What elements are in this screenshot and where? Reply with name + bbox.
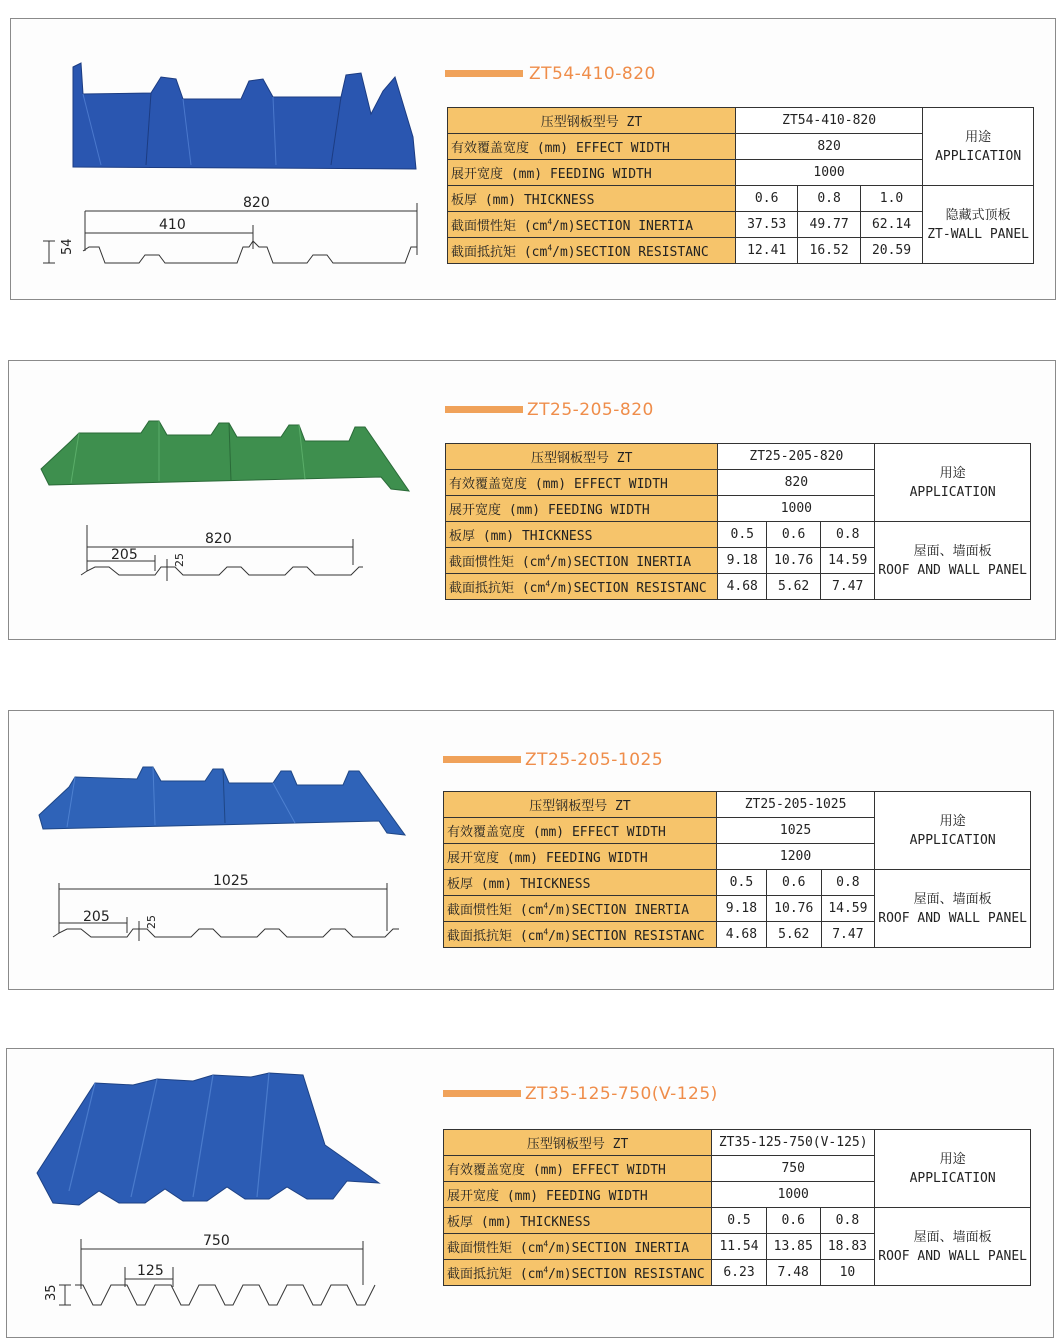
- section-inertia-label: 截面惯性矩 $(cm^4/m)SECTION$ INERTIA: [444, 1234, 712, 1260]
- panel-4-sheet-image: [37, 1073, 379, 1205]
- section-inertia-value: 62.14: [860, 212, 922, 238]
- model-label: 压型钢板型号 ZT: [444, 1130, 712, 1156]
- panel-4-title: ZT35-125-750(V-125): [525, 1084, 718, 1104]
- application-title-cn: 用途: [939, 1151, 966, 1167]
- thickness-value: 0.6: [735, 186, 797, 212]
- section-resistance-label: 截面抵抗矩 $(cm^4/m)SECTION$ RESISTANC: [444, 922, 717, 948]
- model-label: 压型钢板型号 ZT: [446, 444, 718, 470]
- feeding-width-label: 展开宽度 (mm) FEEDING WIDTH: [444, 844, 717, 870]
- thickness-label: 板厚 (mm) THICKNESS: [446, 522, 718, 548]
- product-panel-2: [8, 360, 1056, 640]
- thickness-label: 板厚 (mm) THICKNESS: [444, 870, 717, 896]
- thickness-value: 0.5: [712, 1208, 767, 1234]
- application-header: [875, 444, 1031, 522]
- model-value: ZT25-205-1025: [716, 792, 874, 818]
- panel-4-dim-half: 125: [137, 1263, 164, 1279]
- section-inertia-value: 11.54: [712, 1234, 767, 1260]
- section-inertia-value: 49.77: [798, 212, 860, 238]
- section-resistance-value: 5.62: [766, 922, 821, 948]
- panel-2-spec-table: [445, 443, 1031, 600]
- section-inertia-value: 9.18: [716, 896, 766, 922]
- panel-1-dim-height: 54: [60, 238, 75, 255]
- panel-1-sheet-image: [73, 63, 416, 169]
- section-inertia-value: 10.76: [767, 548, 821, 574]
- thickness-value: 0.8: [820, 1208, 875, 1234]
- panel-1-profile-drawing: [43, 203, 417, 263]
- section-resistance-value: 7.48: [766, 1260, 820, 1286]
- section-resistance-value: 4.68: [718, 574, 767, 600]
- effect-width-value: 1025: [716, 818, 874, 844]
- thickness-value: 0.5: [716, 870, 766, 896]
- application-title-en: APPLICATION: [935, 148, 1022, 164]
- model-value: ZT25-205-820: [718, 444, 875, 470]
- thickness-value: 0.6: [766, 1208, 820, 1234]
- application-title-en: APPLICATION: [909, 484, 996, 500]
- application-header: [875, 792, 1031, 870]
- panel-4-dim-total: 750: [203, 1233, 230, 1249]
- application-value: [875, 522, 1031, 600]
- thickness-value: 0.6: [767, 522, 821, 548]
- section-resistance-label: 截面抵抗矩 $(cm^4/m)SECTION$ RESISTANC: [448, 238, 736, 264]
- panel-3-illustration: [9, 711, 439, 991]
- effect-width-value: 750: [712, 1156, 875, 1182]
- panel-2-dim-total: 820: [205, 531, 232, 547]
- section-inertia-value: 14.59: [821, 896, 875, 922]
- application-title-en: APPLICATION: [909, 832, 996, 848]
- effect-width-value: 820: [735, 134, 922, 160]
- thickness-label: 板厚 (mm) THICKNESS: [448, 186, 736, 212]
- application-en: ZT-WALL PANEL: [927, 226, 1029, 242]
- model-label: 压型钢板型号 ZT: [444, 792, 717, 818]
- panel-3-dim-half: 205: [83, 909, 110, 925]
- application-cn: 屋面、墙面板: [913, 1229, 992, 1245]
- panel-3-title-bar: [443, 756, 521, 763]
- panel-2-illustration: [9, 361, 439, 641]
- model-value: ZT54-410-820: [735, 108, 922, 134]
- application-title-en: APPLICATION: [909, 1170, 996, 1186]
- effect-width-label: 有效覆盖宽度 (mm) EFFECT WIDTH: [446, 470, 718, 496]
- panel-4-title-bar: [443, 1090, 521, 1097]
- section-inertia-value: 9.18: [718, 548, 767, 574]
- feeding-width-value: 1000: [718, 496, 875, 522]
- panel-2-title: ZT25-205-820: [527, 400, 654, 420]
- product-panel-3: [8, 710, 1054, 990]
- application-en: ROOF AND WALL PANEL: [878, 910, 1027, 926]
- feeding-width-label: 展开宽度 (mm) FEEDING WIDTH: [446, 496, 718, 522]
- application-title-cn: 用途: [965, 129, 992, 145]
- product-panel-1: [10, 18, 1056, 300]
- panel-4-spec-table: [443, 1129, 1031, 1286]
- panel-1-illustration: [11, 19, 441, 301]
- application-header: [875, 1130, 1031, 1208]
- application-header: [923, 108, 1034, 186]
- panel-3-title: ZT25-205-1025: [525, 750, 664, 770]
- section-resistance-value: 20.59: [860, 238, 922, 264]
- model-value: ZT35-125-750(V-125): [712, 1130, 875, 1156]
- application-value: [923, 186, 1034, 264]
- section-inertia-label: 截面惯性矩 $(cm^4/m)SECTION$ INERTIA: [444, 896, 717, 922]
- thickness-value: 1.0: [860, 186, 922, 212]
- thickness-value: 0.8: [798, 186, 860, 212]
- panel-2-sheet-image: [41, 421, 409, 491]
- feeding-width-label: 展开宽度 (mm) FEEDING WIDTH: [444, 1182, 712, 1208]
- section-inertia-label: 截面惯性矩 $(cm^4/m)SECTION$ INERTIA: [448, 212, 736, 238]
- section-resistance-value: 16.52: [798, 238, 860, 264]
- effect-width-value: 820: [718, 470, 875, 496]
- section-resistance-label: 截面抵抗矩 $(cm^4/m)SECTION$ RESISTANC: [446, 574, 718, 600]
- feeding-width-value: 1000: [712, 1182, 875, 1208]
- effect-width-label: 有效覆盖宽度 (mm) EFFECT WIDTH: [448, 134, 736, 160]
- application-cn: 屋面、墙面板: [913, 891, 992, 907]
- application-cn: 隐藏式顶板: [945, 207, 1011, 223]
- application-value: [875, 870, 1031, 948]
- product-panel-4: [6, 1048, 1054, 1338]
- model-label: 压型钢板型号 ZT: [448, 108, 736, 134]
- panel-2-dim-half: 205: [111, 547, 138, 563]
- feeding-width-value: 1000: [735, 160, 922, 186]
- section-resistance-value: 7.47: [821, 922, 875, 948]
- panel-1-spec-table: [447, 107, 1034, 264]
- section-resistance-value: 12.41: [735, 238, 797, 264]
- panel-1-title-bar: [445, 70, 523, 77]
- feeding-width-label: 展开宽度 (mm) FEEDING WIDTH: [448, 160, 736, 186]
- section-resistance-value: 4.68: [716, 922, 766, 948]
- section-resistance-value: 10: [820, 1260, 875, 1286]
- section-resistance-value: 5.62: [767, 574, 821, 600]
- panel-4-illustration: [7, 1049, 437, 1339]
- thickness-label: 板厚 (mm) THICKNESS: [444, 1208, 712, 1234]
- panel-1-dim-total: 820: [243, 195, 270, 211]
- section-resistance-value: 7.47: [821, 574, 875, 600]
- feeding-width-value: 1200: [716, 844, 874, 870]
- application-title-cn: 用途: [939, 465, 966, 481]
- section-inertia-value: 18.83: [820, 1234, 875, 1260]
- application-value: [875, 1208, 1031, 1286]
- thickness-value: 0.8: [821, 870, 875, 896]
- thickness-value: 0.5: [718, 522, 767, 548]
- section-resistance-value: 6.23: [712, 1260, 767, 1286]
- section-inertia-value: 37.53: [735, 212, 797, 238]
- panel-4-dim-height: 35: [44, 1284, 59, 1301]
- section-resistance-label: 截面抵抗矩 $(cm^4/m)SECTION$ RESISTANC: [444, 1260, 712, 1286]
- thickness-value: 0.6: [766, 870, 821, 896]
- effect-width-label: 有效覆盖宽度 (mm) EFFECT WIDTH: [444, 818, 717, 844]
- section-inertia-label: 截面惯性矩 $(cm^4/m)SECTION$ INERTIA: [446, 548, 718, 574]
- panel-2-dim-height: 25: [173, 553, 186, 567]
- section-inertia-value: 10.76: [766, 896, 821, 922]
- panel-3-spec-table: [443, 791, 1031, 948]
- application-en: ROOF AND WALL PANEL: [878, 1248, 1027, 1264]
- panel-2-title-bar: [445, 406, 523, 413]
- panel-3-dim-total: 1025: [213, 873, 249, 889]
- section-inertia-value: 14.59: [821, 548, 875, 574]
- thickness-value: 0.8: [821, 522, 875, 548]
- application-en: ROOF AND WALL PANEL: [878, 562, 1027, 578]
- effect-width-label: 有效覆盖宽度 (mm) EFFECT WIDTH: [444, 1156, 712, 1182]
- section-inertia-value: 13.85: [766, 1234, 820, 1260]
- application-title-cn: 用途: [939, 813, 966, 829]
- panel-3-dim-height: 25: [145, 915, 158, 929]
- panel-1-dim-half: 410: [159, 217, 186, 233]
- panel-1-title: ZT54-410-820: [529, 64, 656, 84]
- application-cn: 屋面、墙面板: [913, 543, 992, 559]
- panel-3-sheet-image: [39, 767, 405, 835]
